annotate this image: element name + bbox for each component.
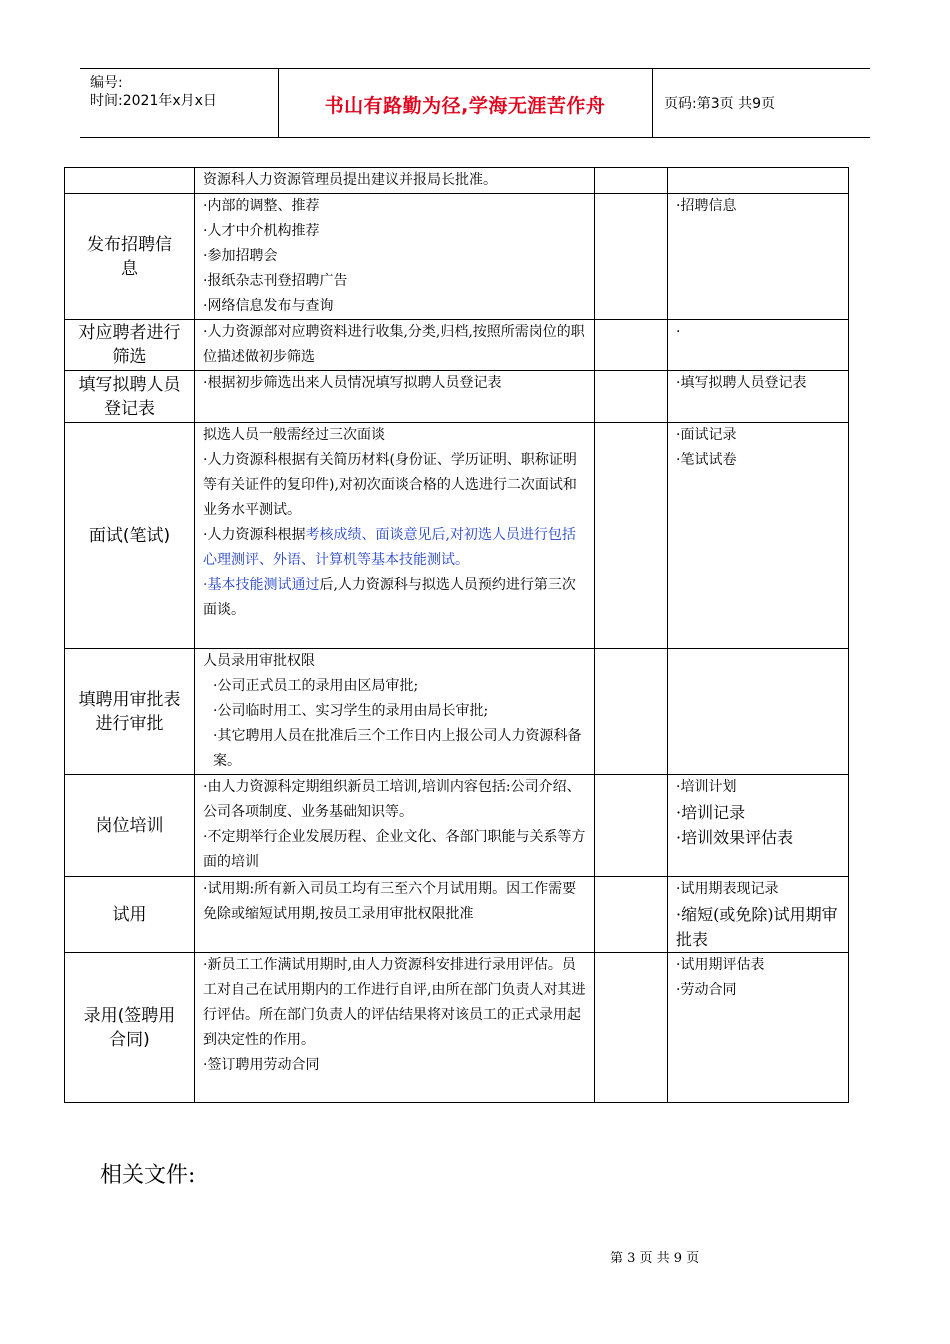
record-item: ·培训计划 xyxy=(676,779,737,795)
content-text: · xyxy=(203,577,208,593)
record-item: ·缩短(或免除)试用期审批表 xyxy=(676,905,838,949)
step-cell: 发布招聘信息 xyxy=(65,194,195,320)
table-row xyxy=(65,953,849,1103)
content-line: ·公司正式员工的录用由区局审批; xyxy=(213,678,419,694)
record-item: · xyxy=(676,324,681,340)
records-cell xyxy=(668,649,849,775)
blank-cell xyxy=(595,877,668,953)
number-label: 编号: xyxy=(90,75,123,91)
content-line xyxy=(203,573,588,623)
record-item: ·笔试试卷 xyxy=(676,452,737,468)
table-row xyxy=(65,649,849,775)
records-cell xyxy=(668,371,849,423)
table-row xyxy=(65,877,849,953)
records-cell xyxy=(668,320,849,371)
content-line: ·根据初步筛选出来人员情况填写拟聘人员登记表 xyxy=(203,375,502,391)
page-indicator: 页码:第3页 共9页 xyxy=(664,96,775,112)
page-footer: 第 3 页 共 9 页 xyxy=(610,1251,700,1266)
record-item: ·培训效果评估表 xyxy=(676,828,794,847)
content-line xyxy=(203,523,588,573)
step-cell: 岗位培训 xyxy=(65,775,195,877)
content-line: ·签订聘用劳动合同 xyxy=(203,1057,320,1073)
blank-cell xyxy=(595,423,668,649)
content-line: ·报纸杂志刊登招聘广告 xyxy=(203,273,348,289)
step-cell: 面试(笔试) xyxy=(65,423,195,649)
blank-cell xyxy=(595,194,668,320)
date-label: 时间:2021年x月x日 xyxy=(90,93,217,109)
highlighted-text: 基本技能测试通过 xyxy=(207,577,320,593)
page-header xyxy=(80,68,870,138)
content-line: 资源科人力资源管理员提出建议并报局长批准。 xyxy=(203,172,497,188)
header-left xyxy=(80,69,279,137)
content-cell xyxy=(195,194,595,320)
content-cell xyxy=(195,423,595,649)
blank-cell xyxy=(595,371,668,423)
content-cell xyxy=(195,649,595,775)
step-cell: 试用 xyxy=(65,877,195,953)
step-cell: 对应聘者进行筛选 xyxy=(65,320,195,371)
blank-cell xyxy=(595,953,668,1103)
content-line: ·由人力资源科定期组织新员工培训,培训内容包括:公司介绍、公司各项制度、业务基础知识等。 xyxy=(203,779,581,820)
records-cell xyxy=(668,423,849,649)
content-cell xyxy=(195,168,595,194)
content-line: ·参加招聘会 xyxy=(203,248,278,264)
process-table xyxy=(64,167,849,1103)
content-line: ·人才中介机构推荐 xyxy=(203,223,320,239)
content-line: ·内部的调整、推荐 xyxy=(203,198,320,214)
table-row xyxy=(65,423,849,649)
blank-cell xyxy=(595,320,668,371)
record-item: ·面试记录 xyxy=(676,427,737,443)
table-row xyxy=(65,775,849,877)
step-cell: 填写拟聘人员登记表 xyxy=(65,371,195,423)
related-files-heading: 相关文件: xyxy=(100,1163,196,1188)
content-line: ·人力资源部对应聘资料进行收集,分类,归档,按照所需岗位的职位描述做初步筛选 xyxy=(203,324,585,365)
content-line: ·新员工工作满试用期时,由人力资源科安排进行录用评估。员工对自己在试用期内的工作进行自评,由所在部门负责人对其进行评估。所在部门负责人的评估结果将对该员工的正式录用起到决定性的作用。 xyxy=(203,957,586,1048)
content-text: ·人力资源科根据 xyxy=(203,527,306,543)
blank-cell xyxy=(595,775,668,877)
record-item: ·招聘信息 xyxy=(676,198,737,214)
records-cell xyxy=(668,168,849,194)
content-cell xyxy=(195,953,595,1103)
record-item: ·填写拟聘人员登记表 xyxy=(676,375,807,391)
content-line: ·其它聘用人员在批准后三个工作日内上报公司人力资源科备案。 xyxy=(213,728,582,769)
record-item: ·试用期表现记录 xyxy=(676,881,779,897)
blank-cell xyxy=(595,649,668,775)
table-row xyxy=(65,194,849,320)
content-line: ·网络信息发布与查询 xyxy=(203,298,334,314)
records-cell xyxy=(668,775,849,877)
table-row xyxy=(65,320,849,371)
content-cell xyxy=(195,320,595,371)
record-item: ·培训记录 xyxy=(676,803,746,822)
step-cell: 录用(签聘用合同) xyxy=(65,953,195,1103)
table-row xyxy=(65,371,849,423)
content-cell xyxy=(195,877,595,953)
content-cell xyxy=(195,371,595,423)
content-line: ·人力资源科根据有关简历材料(身份证、学历证明、职称证明等有关证件的复印件),对初次面谈合格的人选进行二次面试和业务水平测试。 xyxy=(203,452,577,518)
record-item: ·劳动合同 xyxy=(676,982,737,998)
content-line: ·试用期:所有新入司员工均有三至六个月试用期。因工作需要免除或缩短试用期,按员工录用审批权限批准 xyxy=(203,881,577,922)
record-item: ·试用期评估表 xyxy=(676,957,765,973)
header-middle xyxy=(278,69,653,137)
content-cell xyxy=(195,775,595,877)
blank-cell xyxy=(595,168,668,194)
step-cell xyxy=(65,168,195,194)
highlighted-text: 考核成绩、面谈意见后,对初选人员进行包括心理测评、外语、计算机等基本技能测试。 xyxy=(203,527,576,568)
records-cell xyxy=(668,194,849,320)
step-cell: 填聘用审批表进行审批 xyxy=(65,649,195,775)
content-line: 拟选人员一般需经过三次面谈 xyxy=(203,427,385,443)
content-text: 后,人力资源科与拟选人员预约进行第三次面谈。 xyxy=(203,577,576,618)
content-line: ·公司临时用工、实习学生的录用由局长审批; xyxy=(213,703,489,719)
content-line: 人员录用审批权限 xyxy=(203,653,315,669)
records-cell xyxy=(668,953,849,1103)
content-line: ·不定期举行企业发展历程、企业文化、各部门职能与关系等方面的培训 xyxy=(203,829,586,870)
table-row xyxy=(65,168,849,194)
motto: 书山有路勤为径,学海无涯苦作舟 xyxy=(324,95,606,117)
records-cell xyxy=(668,877,849,953)
